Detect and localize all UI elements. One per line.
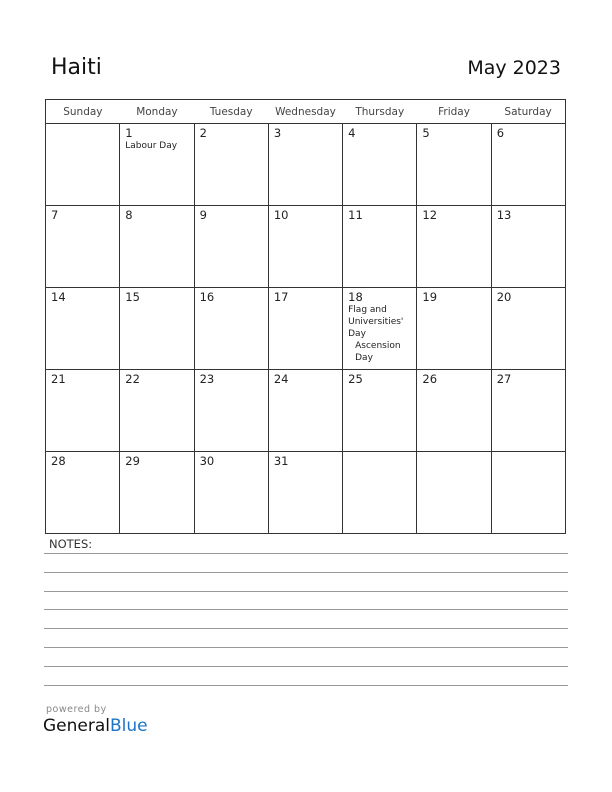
notes-line [44, 685, 568, 686]
day-cell [417, 206, 491, 288]
week-row [46, 124, 566, 206]
day-cell [491, 452, 565, 534]
day-number: 25 [348, 372, 363, 386]
day-number: 12 [422, 208, 438, 222]
holiday-label: Ascension Day [355, 341, 401, 363]
logo-general: General [43, 716, 110, 736]
day-cell [120, 452, 194, 534]
day-number: 9 [199, 208, 207, 222]
weekday-thursday: Thursday [343, 100, 417, 124]
day-number: 13 [496, 208, 512, 222]
day-number: 31 [273, 454, 289, 468]
notes-line [44, 647, 568, 648]
month-title: May 2023 [467, 57, 561, 79]
weekday-friday: Friday [417, 100, 491, 124]
day-number: 27 [496, 372, 512, 386]
week-row [46, 206, 566, 288]
day-number: 17 [273, 290, 289, 304]
notes-line [44, 666, 568, 667]
day-cell [194, 124, 268, 206]
day-cell [268, 124, 342, 206]
day-cell [46, 370, 120, 452]
day-number: 2 [199, 126, 207, 140]
day-cell [491, 206, 565, 288]
day-cell [343, 288, 417, 370]
week-row [46, 370, 566, 452]
notes-line [44, 628, 568, 629]
day-cell [491, 370, 565, 452]
day-number: 29 [125, 454, 140, 468]
day-cell [194, 452, 268, 534]
weekday-tuesday: Tuesday [194, 100, 268, 124]
day-number: 4 [348, 126, 356, 140]
day-cell [194, 370, 268, 452]
notes-line [44, 572, 568, 573]
day-cell [268, 288, 342, 370]
day-cell [343, 370, 417, 452]
day-number: 24 [273, 372, 289, 386]
weekday-saturday: Saturday [491, 100, 565, 124]
notes-line [44, 591, 568, 592]
day-cell [268, 206, 342, 288]
day-cell [46, 124, 120, 206]
day-number: 7 [51, 208, 59, 222]
powered-by-text: powered by [46, 704, 107, 715]
day-cell [120, 288, 194, 370]
weekday-sunday: Sunday [46, 100, 120, 124]
day-cell [491, 288, 565, 370]
weekday-header-row [46, 100, 566, 124]
calendar-grid [45, 99, 566, 534]
weekday-wednesday: Wednesday [268, 100, 342, 124]
day-cell [343, 452, 417, 534]
holiday-label: Labour Day [125, 141, 178, 151]
notes-label: NOTES: [49, 537, 93, 551]
day-cell [46, 288, 120, 370]
day-cell [417, 288, 491, 370]
day-number: 6 [496, 126, 505, 140]
day-number: 26 [422, 372, 438, 386]
weekday-monday: Monday [120, 100, 194, 124]
day-number: 22 [125, 372, 140, 386]
notes-line [44, 553, 568, 554]
day-cell [46, 452, 120, 534]
day-number: 5 [422, 126, 430, 140]
day-number: 19 [422, 290, 438, 304]
day-cell [417, 124, 491, 206]
day-cell [194, 288, 268, 370]
day-number: 18 [348, 290, 363, 304]
day-cell [120, 206, 194, 288]
day-cell [343, 206, 417, 288]
notes-line [44, 609, 568, 610]
logo-blue: Blue [110, 716, 148, 736]
day-number: 20 [496, 290, 512, 304]
day-number: 11 [348, 208, 363, 222]
day-cell [120, 124, 194, 206]
generalblue-logo [43, 716, 148, 736]
day-number: 15 [125, 290, 140, 304]
day-cell [268, 370, 342, 452]
day-number: 16 [199, 290, 215, 304]
day-cell [343, 124, 417, 206]
day-number: 30 [199, 454, 215, 468]
day-cell [46, 206, 120, 288]
day-number: 3 [273, 126, 282, 140]
week-row [46, 288, 566, 370]
day-number: 14 [51, 290, 66, 304]
day-cell [120, 370, 194, 452]
day-cell [417, 452, 491, 534]
country-title: Haiti [51, 55, 102, 80]
day-cell [194, 206, 268, 288]
day-number: 23 [199, 372, 215, 386]
day-number: 1 [125, 126, 133, 140]
day-number: 8 [125, 208, 133, 222]
day-cell [268, 452, 342, 534]
holiday-label: Flag and Universities' Day [348, 305, 404, 339]
day-cell [417, 370, 491, 452]
day-cell [491, 124, 565, 206]
week-row [46, 452, 566, 534]
day-number: 28 [51, 454, 66, 468]
day-number: 21 [51, 372, 66, 386]
day-number: 10 [273, 208, 289, 222]
